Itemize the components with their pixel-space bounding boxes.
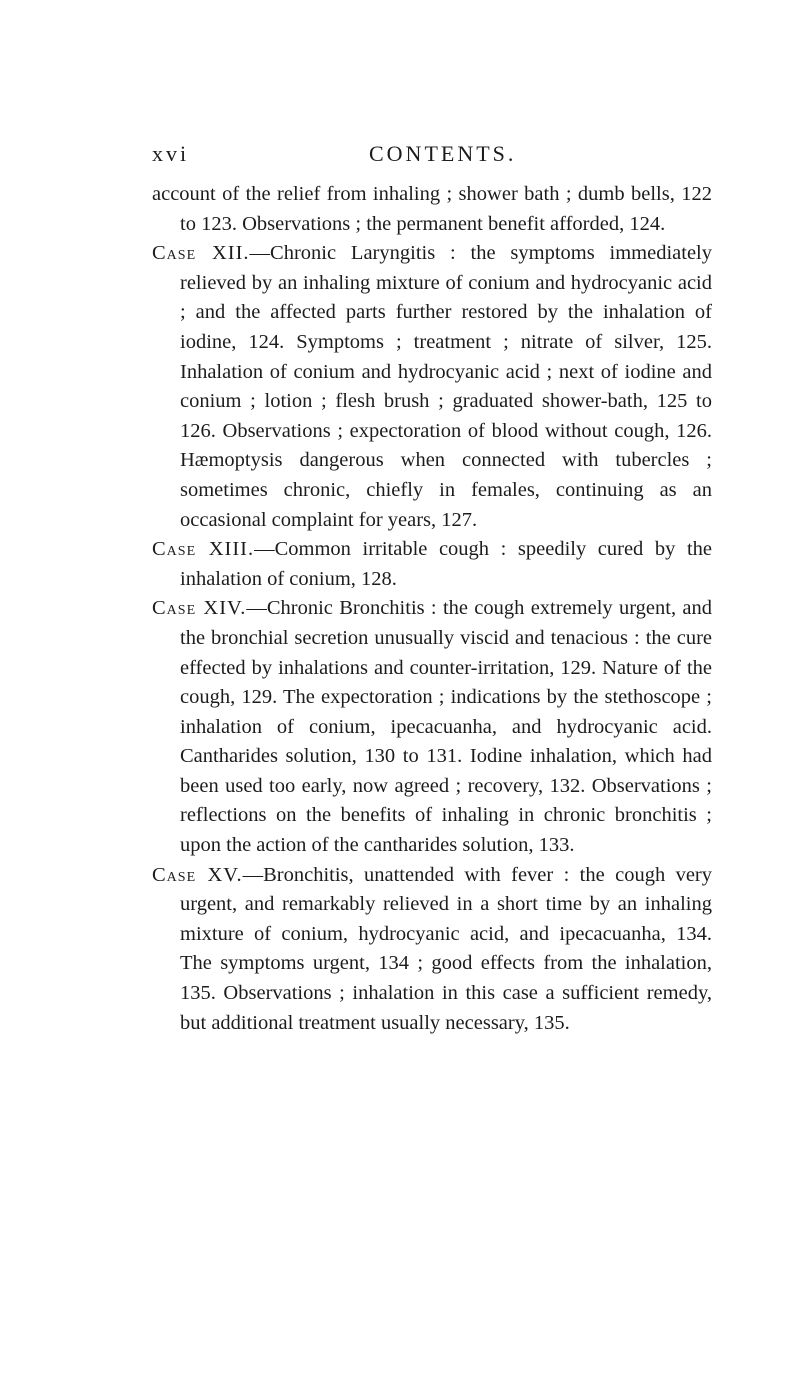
entry-text: —Bronchitis, unattended with fever : the cough very urgent, and remarkably relieved in a short time by an inhaling mixture of conium, hydrocyanic acid, and ipecacuanha, 134. The symptoms urgent, 134 ; good effects from the inhalation, 135. Observations ; inhalation in this case a sufficient remedy, but additional treatment usually necessary, 135. bbox=[180, 863, 712, 1034]
case-label: Case XV. bbox=[152, 863, 243, 886]
contents-entry-case-xv bbox=[152, 861, 712, 1039]
running-head bbox=[152, 141, 712, 175]
case-label: Case XII. bbox=[152, 242, 250, 265]
contents-entry-case-xii bbox=[152, 239, 712, 535]
contents-entry-continued bbox=[152, 180, 712, 239]
contents-entry-case-xiv bbox=[152, 594, 712, 860]
contents-body bbox=[152, 180, 712, 1038]
case-label: Case XIV. bbox=[152, 597, 247, 620]
page-number: xvi bbox=[152, 141, 190, 166]
contents-entry-case-xiii bbox=[152, 535, 712, 594]
entry-text: —Common irritable cough : speedily cured by the inhalation of conium, 128. bbox=[180, 538, 712, 590]
entry-text: —Chronic Bronchitis : the cough extremely urgent, and the bronchial secretion unusually viscid and tenacious : the cure effected by inhalations and counter-irritation, 129. Nature of the cough, 129. The expectoration ; indications by the stethoscope ; inhalation of conium, ipecacuanha, and hydrocyanic acid. Cantharides solution, 130 to 131. Iodine inhalation, which had been used too early, now agreed ; recovery, 132. Observations ; reflections on the benefits of inhaling in chronic bronchitis ; upon the action of the cantharides solution, 133. bbox=[180, 597, 713, 857]
entry-text: —Chronic Laryngitis : the symptoms immediately relieved by an inhaling mixture of conium and hydrocyanic acid ; and the affected parts further restored by the inhalation of iodine, 124. Symptoms ; treatment ; nitrate of silver, 125. Inhalation of conium and hydrocyanic acid ; next of iodine and conium ; lotion ; flesh brush ; graduated shower-bath, 125 to 126. Observations ; expectoration of blood without cough, 126. Hæmoptysis dangerous when connected with tubercles ; sometimes chronic, chiefly in females, continuing as an occasional complaint for years, 127. bbox=[180, 242, 712, 531]
page-title: CONTENTS. bbox=[369, 141, 517, 166]
entry-text: account of the relief from inhaling ; shower bath ; dumb bells, 122 to 123. Observations ; the permanent benefit afforded, 124. bbox=[152, 183, 712, 235]
case-label: Case XIII. bbox=[152, 538, 255, 561]
